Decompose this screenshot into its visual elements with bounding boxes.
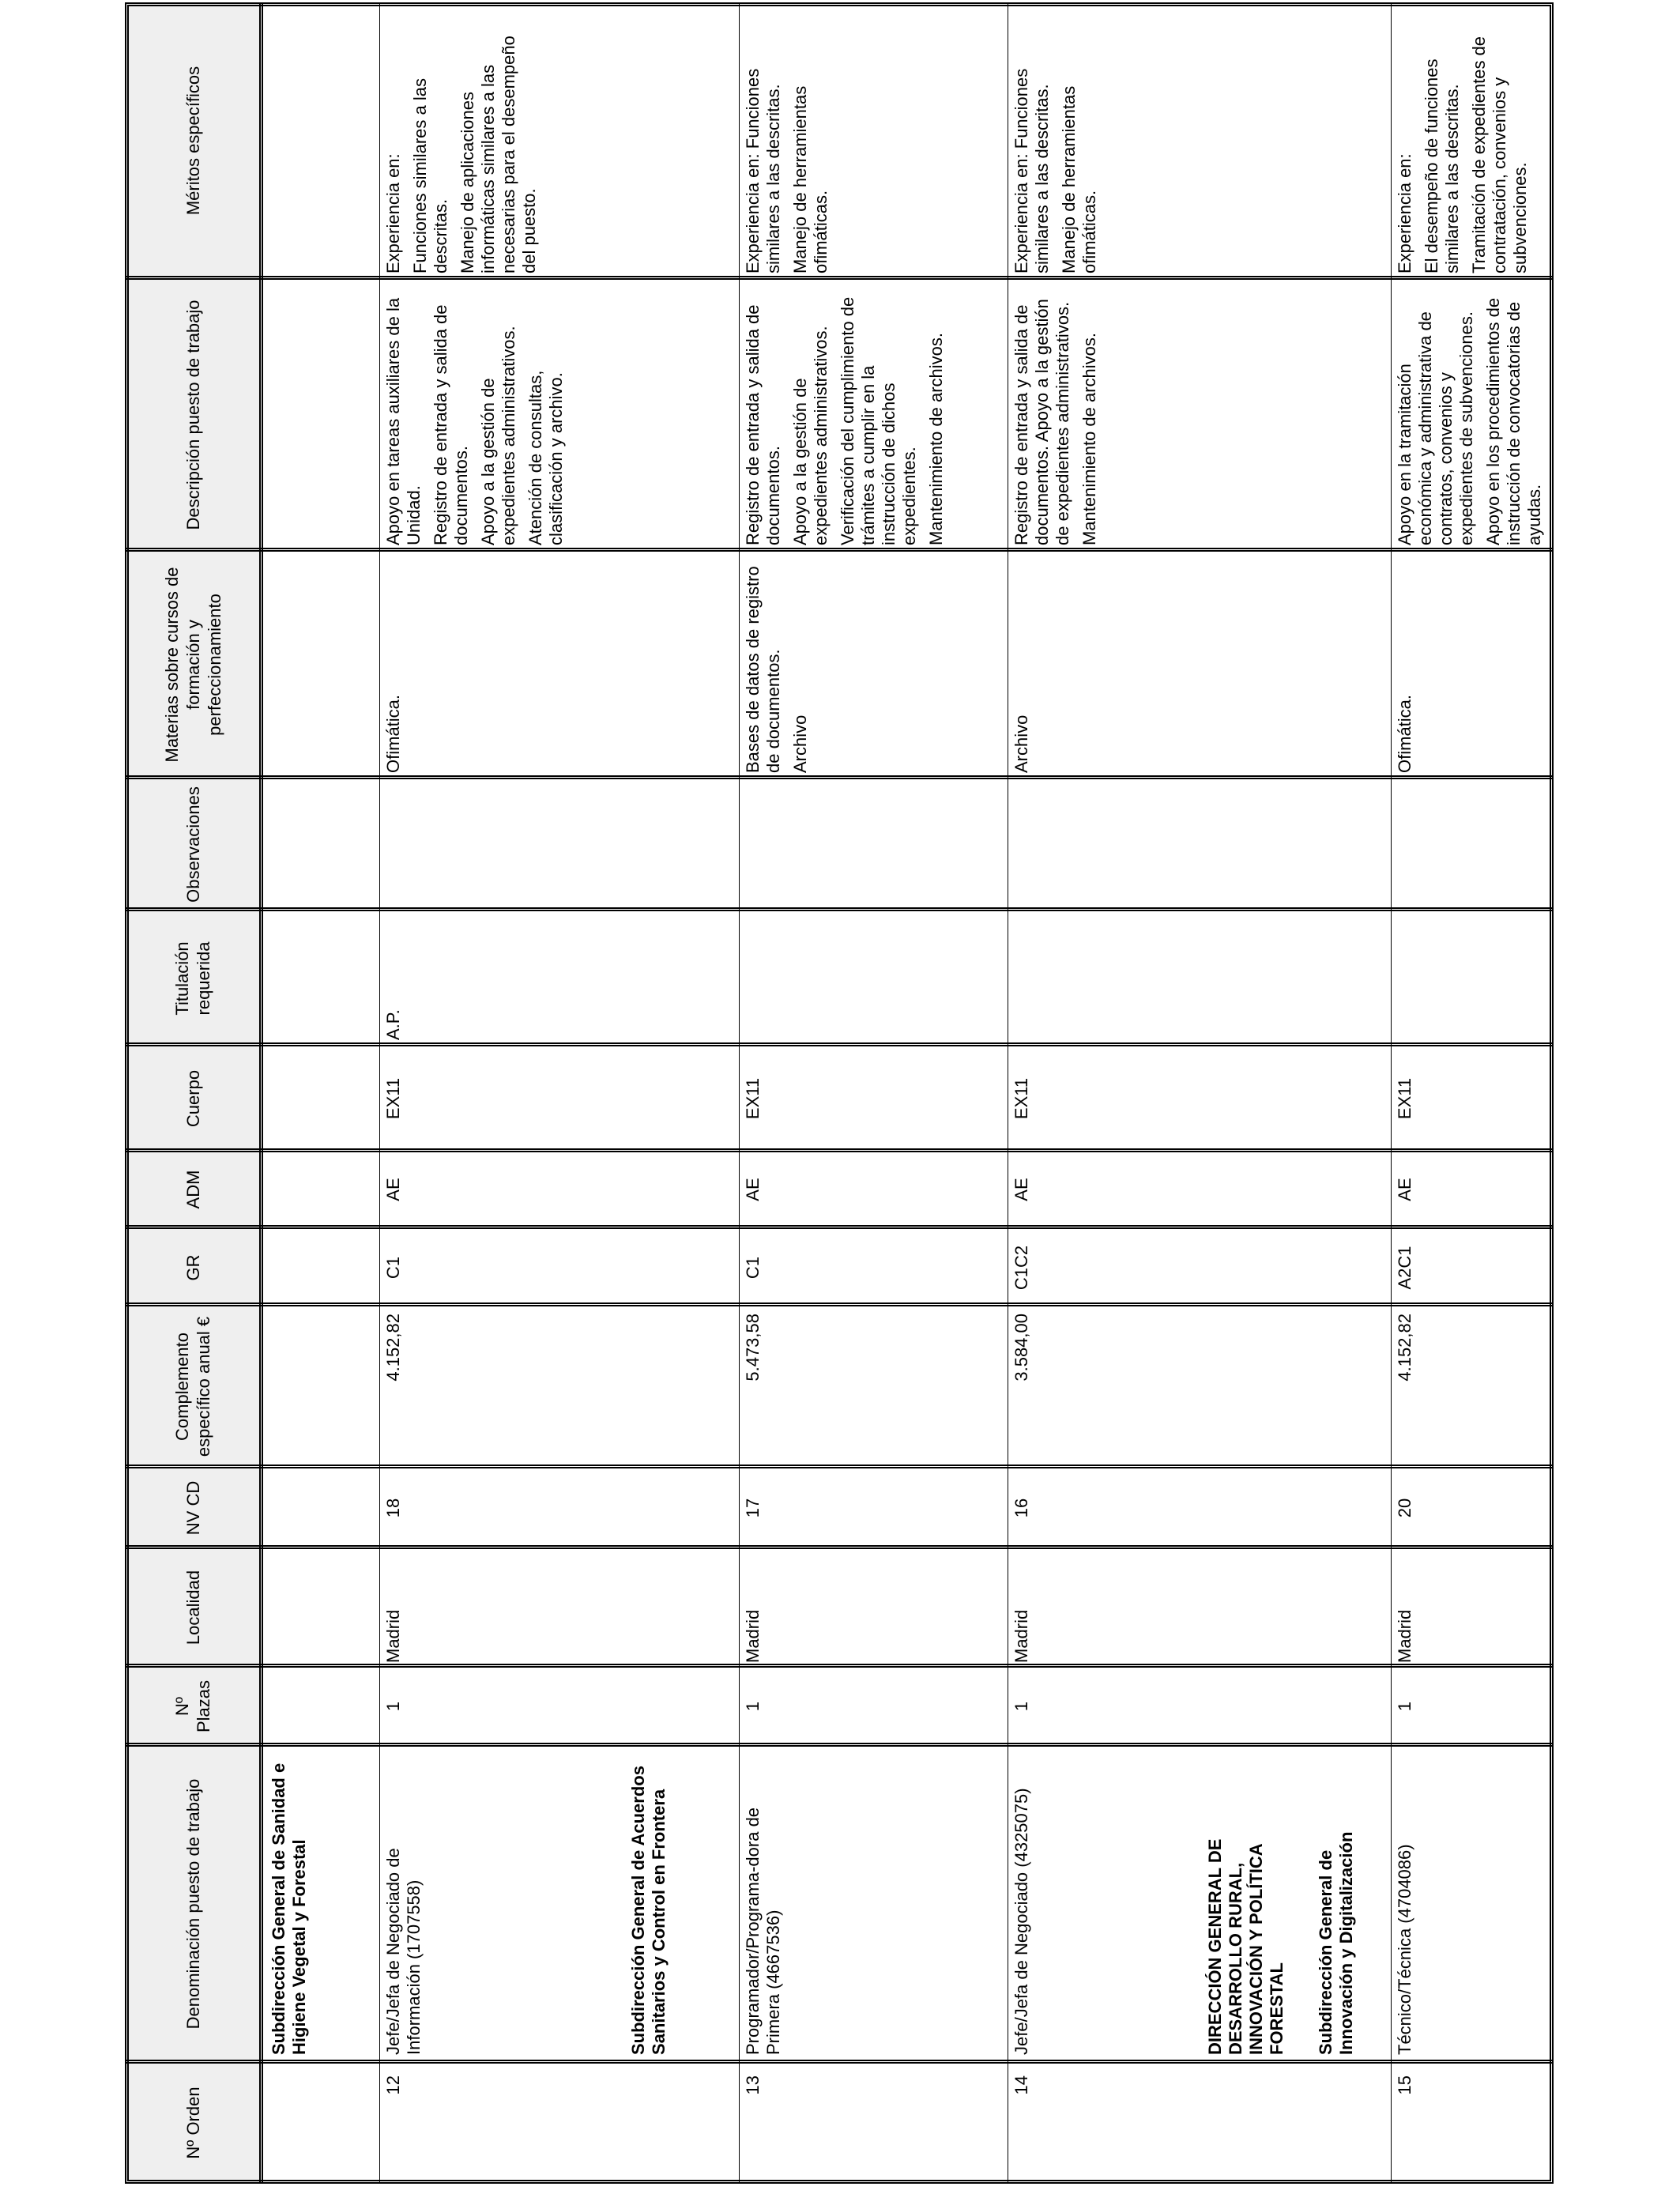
row-12-grupo: C1 xyxy=(383,1256,403,1280)
materia-item: Ofimática. xyxy=(383,694,403,773)
merito-item: Manejo de aplicaciones informáticas similares a las necesarias para el desempeño del puesto. xyxy=(458,36,539,273)
header-cuerpo: Cuerpo xyxy=(183,1069,203,1128)
row-divider xyxy=(739,2,740,2184)
col-divider xyxy=(125,1545,1554,1549)
row-14-complemento: 3.584,00 xyxy=(1011,1314,1031,1382)
descripcion-item: Apoyo en los procedimientos de instrucción de convocatorias de ayudas. xyxy=(1483,297,1544,545)
col-divider xyxy=(125,548,1554,552)
col-divider xyxy=(125,1042,1554,1046)
descripcion-item: Apoyo a la gestión de expedientes administrativos. xyxy=(478,326,518,545)
row-15-orden: 15 xyxy=(1395,2075,1414,2095)
row-13-localidad: Madrid xyxy=(743,1609,763,1663)
descripcion-item: Mantenimiento de archivos. xyxy=(926,332,946,545)
col-divider xyxy=(125,2060,1554,2064)
col-divider xyxy=(125,775,1554,779)
header-divider xyxy=(259,2,263,2184)
section-subdireccion-acuerdos: Subdirección General de Acuerdos Sanitarios y Control en Frontera xyxy=(628,1766,669,2055)
col-divider xyxy=(125,276,1554,280)
descripcion-item: Atención de consultas, clasificación y archivo. xyxy=(525,370,566,545)
row-15-denominacion: Técnico/Técnica (4704086) xyxy=(1395,1844,1414,2055)
row-13-grupo: C1 xyxy=(743,1256,763,1280)
row-13-meritos xyxy=(743,8,838,273)
merito-item: Experiencia en: Funciones similares a las descritas. xyxy=(743,68,783,273)
header-denominacion: Denominación puesto de trabajo xyxy=(183,1778,203,2030)
row-12-orden: 12 xyxy=(383,2075,403,2095)
merito-item: Funciones similares a las descritas. xyxy=(410,78,450,273)
row-13-orden: 13 xyxy=(743,2075,763,2095)
col-divider xyxy=(125,1225,1554,1229)
merito-item: Experiencia en: xyxy=(1395,153,1414,273)
descripcion-item: Apoyo a la gestión de expedientes administrativos. xyxy=(790,326,831,545)
header-observaciones: Observaciones xyxy=(183,786,203,903)
row-15-complemento: 4.152,82 xyxy=(1395,1314,1414,1382)
materia-item: Archivo xyxy=(1011,714,1031,773)
row-13-complemento: 5.473,58 xyxy=(743,1314,763,1382)
materia-item: Ofimática. xyxy=(1395,694,1414,773)
merito-item: El desempeño de funciones similares a las descritas. xyxy=(1422,58,1462,273)
row-divider xyxy=(379,2,380,2184)
row-14-adm: AE xyxy=(1011,1178,1031,1201)
row-12-titulacion: A.P. xyxy=(383,1009,403,1040)
header-localidad: Localidad xyxy=(183,1570,203,1646)
row-12-plazas: 1 xyxy=(383,1701,403,1712)
row-14-localidad: Madrid xyxy=(1011,1609,1031,1663)
row-15-localidad: Madrid xyxy=(1395,1609,1414,1663)
row-13-cuerpo: EX11 xyxy=(743,1077,763,1120)
row-13-adm: AE xyxy=(743,1178,763,1201)
row-13-materias xyxy=(743,555,817,773)
row-14-descripcion xyxy=(1011,283,1106,545)
descripcion-item: Registro de entrada y salida de documentos. xyxy=(743,304,783,545)
descripcion-item: Registro de entrada y salida de documentos. xyxy=(431,304,471,545)
row-12-materias xyxy=(383,555,410,773)
section-subdireccion-sanidad: Subdirección General de Sanidad e Higiene Vegetal y Forestal xyxy=(269,1762,309,2055)
row-13-plazas: 1 xyxy=(743,1701,763,1712)
row-divider xyxy=(1391,2,1392,2184)
row-12-meritos xyxy=(383,8,546,273)
descripcion-item: Mantenimiento de archivos. xyxy=(1079,332,1099,545)
merito-item: Manejo de herramientas ofimáticas. xyxy=(1059,85,1099,273)
row-14-denominacion: Jefe/Jefa de Negociado (4325075) xyxy=(1011,1788,1031,2055)
descripcion-item: Verificación del cumplimiento de trámites a cumplir en la instrucción de dichos expedientes. xyxy=(838,296,919,545)
row-15-descripcion xyxy=(1395,283,1551,545)
row-12-nivel: 18 xyxy=(383,1498,403,1518)
descripcion-item: Apoyo en tareas auxiliares de la Unidad. xyxy=(383,297,424,545)
section-subdireccion-innovacion: Subdirección General de Innovación y Digitalización xyxy=(1316,1831,1356,2055)
row-12-adm: AE xyxy=(383,1178,403,1201)
row-13-denominacion: Programador/Programa-dora de Primera (4667536) xyxy=(743,1807,783,2055)
header-titulacion: Titulación requerida xyxy=(172,941,213,1016)
row-14-cuerpo: EX11 xyxy=(1011,1077,1031,1120)
row-14-grupo: C1C2 xyxy=(1011,1245,1031,1291)
row-14-meritos xyxy=(1011,8,1106,273)
row-12-complemento: 4.152,82 xyxy=(383,1314,403,1382)
header-grupo: GR xyxy=(183,1254,203,1281)
header-meritos: Méritos específicos xyxy=(183,66,203,216)
row-15-nivel: 20 xyxy=(1395,1498,1414,1518)
row-13-descripcion xyxy=(743,283,953,545)
col-divider xyxy=(125,1148,1554,1152)
col-divider xyxy=(125,1465,1554,1468)
header-complemento: Complemento específico anual € xyxy=(172,1316,213,1457)
merito-item: Experiencia en: Funciones similares a las descritas. xyxy=(1011,68,1052,273)
row-12-descripcion xyxy=(383,283,573,545)
header-orden: Nº Orden xyxy=(183,2087,203,2159)
row-12-denominacion: Jefe/Jefa de Negociado de Información (1707558) xyxy=(383,1848,424,2055)
row-15-adm: AE xyxy=(1395,1178,1414,1201)
merito-item: Manejo de herramientas ofimáticas. xyxy=(790,85,831,273)
row-14-orden: 14 xyxy=(1011,2075,1031,2095)
materia-item: Archivo xyxy=(790,714,810,773)
header-descripcion: Descripción puesto de trabajo xyxy=(183,300,203,530)
row-15-plazas: 1 xyxy=(1395,1701,1414,1712)
row-14-materias xyxy=(1011,555,1038,773)
col-divider xyxy=(125,1664,1554,1668)
merito-item: Experiencia en: xyxy=(383,153,403,273)
descripcion-item: Apoyo en la tramitación económica y administrativa de contratos, convenios y expedientes de subvenciones. xyxy=(1395,311,1476,545)
header-plazas: Nº Plazas xyxy=(172,1679,213,1733)
materia-item: Bases de datos de registro de documentos. xyxy=(743,566,783,773)
col-divider xyxy=(125,907,1554,911)
header-materias: Materias sobre cursos de formación y perfeccionamiento xyxy=(161,567,224,763)
row-14-nivel: 16 xyxy=(1011,1498,1031,1518)
row-14-plazas: 1 xyxy=(1011,1701,1031,1712)
row-15-meritos xyxy=(1395,8,1537,273)
row-12-localidad: Madrid xyxy=(383,1609,403,1663)
row-13-nivel: 17 xyxy=(743,1498,763,1518)
row-12-cuerpo: EX11 xyxy=(383,1077,403,1120)
section-direccion-general: DIRECCIÓN GENERAL DE DESARROLLO RURAL, INNOVACIÓN Y POLÍTICA FORESTAL xyxy=(1205,1838,1286,2055)
row-15-cuerpo: EX11 xyxy=(1395,1077,1414,1120)
col-divider xyxy=(125,1743,1554,1747)
descripcion-item: Registro de entrada y salida de documentos. Apoyo a la gestión de expedientes administrativos. xyxy=(1011,299,1072,545)
row-15-grupo: A2C1 xyxy=(1395,1246,1414,1290)
row-15-materias xyxy=(1395,555,1422,773)
merito-item: Tramitación de expedientes de contratación, convenios y subvenciones. xyxy=(1469,36,1530,273)
col-divider xyxy=(125,1302,1554,1306)
header-adm: ADM xyxy=(183,1170,203,1209)
header-nivel: NV CD xyxy=(183,1480,203,1536)
